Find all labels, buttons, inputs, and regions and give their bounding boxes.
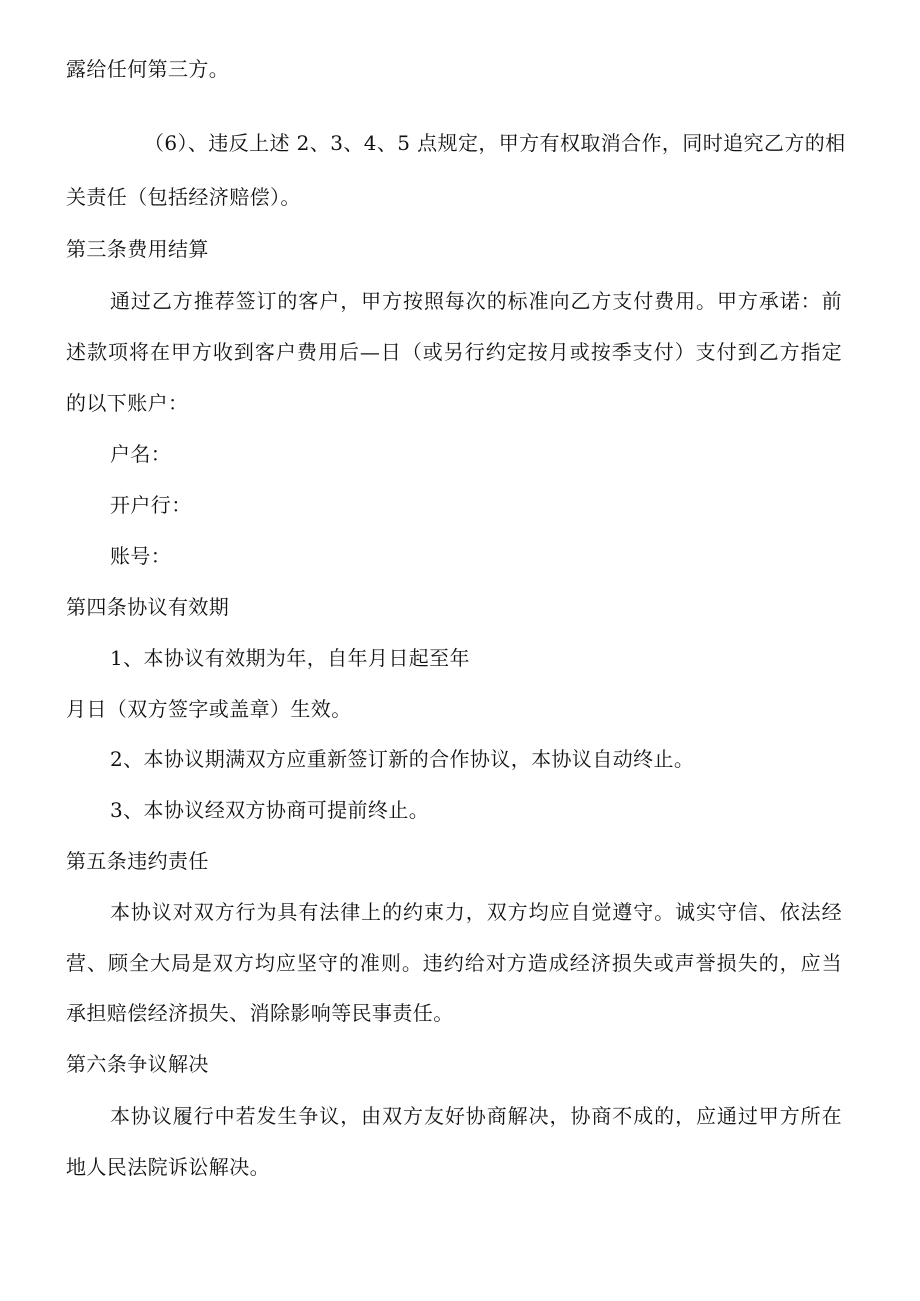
section-heading: 第六条争议解决: [66, 1052, 209, 1076]
paragraph-line: 承担赔偿经济损失、消除影响等民事责任。: [66, 1001, 454, 1025]
paragraph-line: 2、本协议期满双方应重新签订新的合作协议，本协议自动终止。: [110, 747, 695, 771]
paragraph-line: 本协议对双方行为具有法律上的约束力，双方均应自觉遵守。诚实守信、依法经: [110, 900, 842, 924]
paragraph-line: 述款项将在甲方收到客户费用后—日（或另行约定按月或按季支付）支付到乙方指定: [66, 340, 842, 364]
paragraph-line: （6）、违反上述 2、3、4、5 点规定，甲方有权取消合作，同时追究乙方的相: [144, 131, 846, 155]
paragraph-line: 地人民法院诉讼解决。: [66, 1155, 270, 1179]
paragraph-line: 营、顾全大局是双方均应坚守的准则。违约给对方造成经济损失或声誉损失的，应当: [66, 951, 842, 975]
bank-label: 开户行：: [110, 493, 192, 517]
paragraph-line: 关责任（包括经济赔偿）。: [66, 185, 301, 209]
section-heading: 第三条费用结算: [66, 237, 209, 261]
paragraph-line: 本协议履行中若发生争议，由双方友好协商解决，协商不成的，应通过甲方所在: [110, 1104, 842, 1128]
section-heading: 第四条协议有效期: [66, 595, 230, 619]
paragraph-line: 月日（双方签字或盖章）生效。: [66, 697, 352, 721]
paragraph-line: 3、本协议经双方协商可提前终止。: [110, 798, 430, 822]
paragraph-line: 露给任何第三方。: [66, 57, 230, 81]
account-name-label: 户名：: [110, 442, 172, 466]
section-heading: 第五条违约责任: [66, 849, 209, 873]
paragraph-line: 通过乙方推荐签订的客户，甲方按照每次的标准向乙方支付费用。甲方承诺：前: [110, 289, 842, 313]
account-number-label: 账号：: [110, 544, 172, 568]
paragraph-line: 的以下账户：: [66, 391, 189, 415]
paragraph-line: 1、本协议有效期为年，自年月日起至年: [110, 646, 470, 670]
